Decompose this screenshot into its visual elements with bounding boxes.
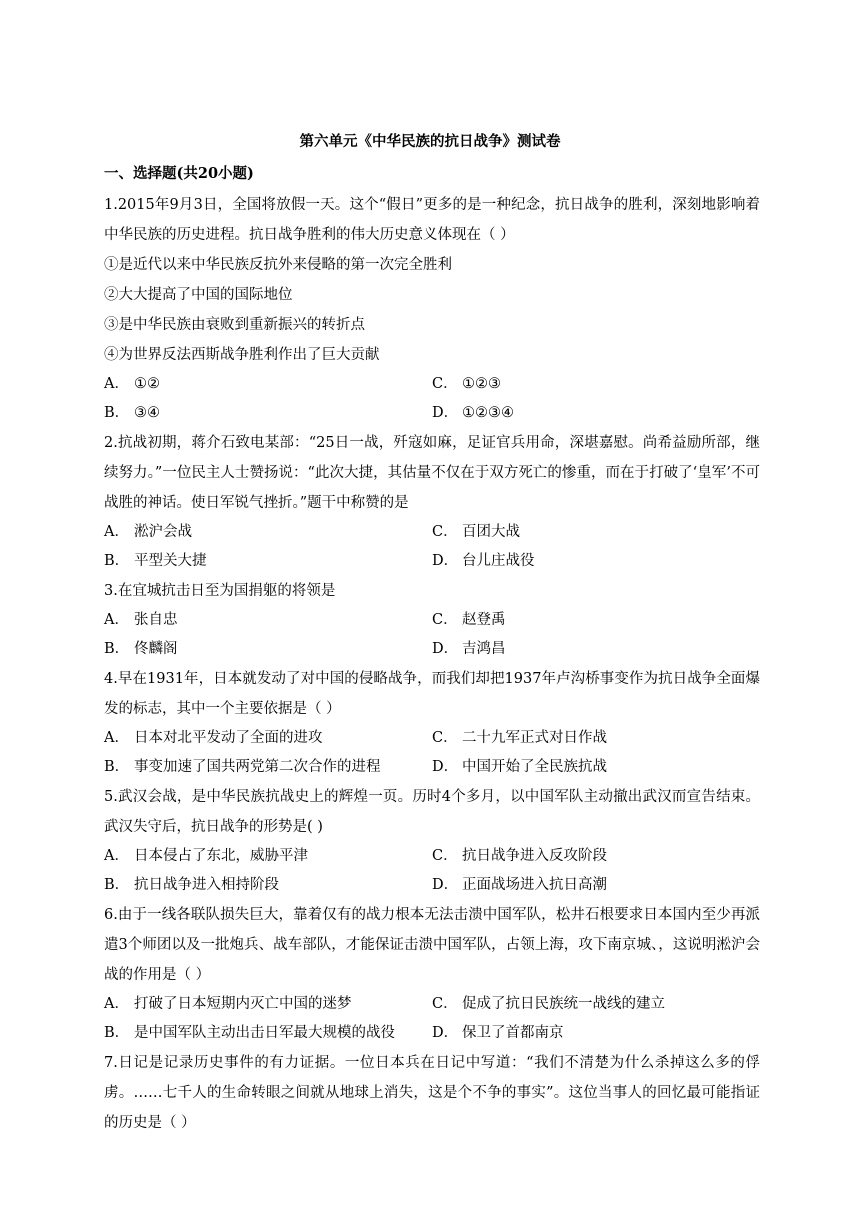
option-text: 赵登禹: [462, 612, 506, 628]
option-text: 打破了日本短期内灭亡中国的迷梦: [134, 996, 352, 1012]
option-text: 台儿庄战役: [462, 553, 535, 569]
option-label: B．: [104, 553, 130, 569]
option-d[interactable]: [432, 1019, 760, 1048]
options-row: [104, 547, 760, 576]
question-7: [104, 1048, 760, 1138]
option-label: D．: [432, 553, 459, 569]
option-b[interactable]: [104, 1019, 432, 1048]
question-stem: 1.2015年9月3日，全国将放假一天。这个“假日”更多的是一种纪念，抗日战争的胜利，深刻地影响着中华民族的历史进程。抗日战争胜利的伟大历史意义体现在（ ）: [104, 197, 760, 243]
question-2: [104, 428, 760, 576]
question-stem: 2.抗战初期，蒋介石致电某部：“25日一战，歼寇如麻，足证官兵用命，深堪嘉慰。尚希益励所部，继续努力。”一位民主人士赞扬说：“此次大捷，其估量不仅在于双方死亡的惨重，而在于打破了‘皇军’不可战胜的神话。使日军锐气挫折。”题干中称赞的是: [104, 435, 760, 511]
options-row: [104, 724, 760, 753]
option-b[interactable]: [104, 547, 432, 576]
option-label: A．: [104, 996, 129, 1012]
options-row: [104, 753, 760, 782]
option-text: ①②③④: [462, 405, 514, 421]
option-text: 抗日战争进入反攻阶段: [462, 848, 607, 864]
option-label: B．: [104, 1025, 130, 1041]
question-3: [104, 576, 760, 664]
options-row: [104, 370, 760, 399]
question-stem: 5.武汉会战，是中华民族抗战史上的辉煌一页。历时4个多月，以中国军队主动撤出武汉而宣告结束。武汉失守后，抗日战争的形势是( ): [104, 789, 760, 835]
option-b[interactable]: [104, 753, 432, 782]
option-a[interactable]: [104, 518, 432, 547]
option-label: B．: [104, 877, 130, 893]
option-label: A．: [104, 848, 129, 864]
option-a[interactable]: [104, 370, 432, 399]
option-text: 抗日战争进入相持阶段: [134, 877, 279, 893]
option-label: B．: [104, 641, 130, 657]
option-b[interactable]: [104, 635, 432, 664]
option-label: D．: [432, 877, 459, 893]
option-b[interactable]: [104, 399, 432, 428]
option-text: ①②③: [462, 376, 501, 392]
option-text: 是中国军队主动出击日军最大规模的战役: [134, 1025, 395, 1041]
option-c[interactable]: [432, 724, 760, 753]
option-b[interactable]: [104, 871, 432, 900]
question-list: [104, 190, 760, 1138]
option-label: A．: [104, 730, 129, 746]
option-a[interactable]: [104, 724, 432, 753]
option-text: 正面战场进入抗日高潮: [462, 877, 607, 893]
question-4: [104, 664, 760, 782]
question-stem: 4.早在1931年，日本就发动了对中国的侵略战争，而我们却把1937年卢沟桥事变作为抗日战争全面爆发的标志，其中一个主要依据是（ ）: [104, 671, 760, 717]
section-heading: 一、选择题(共20小题): [104, 165, 254, 182]
question-stem: 7.日记是记录历史事件的有力证据。一位日本兵在日记中写道：“我们不清楚为什么杀掉这么多的俘虏。……七千人的生命转眼之间就从地球上消失，这是个不争的事实”。这位当事人的回忆最可能指证的历史是（ ）: [104, 1055, 760, 1131]
option-label: C．: [432, 730, 458, 746]
option-label: D．: [432, 641, 459, 657]
statement-item: ④为世界反法西斯战争胜利作出了巨大贡献: [104, 347, 380, 363]
option-label: C．: [432, 996, 458, 1012]
option-label: C．: [432, 612, 458, 628]
options-row: [104, 635, 760, 664]
option-label: B．: [104, 405, 130, 421]
options-row: [104, 990, 760, 1019]
option-text: 促成了抗日民族统一战线的建立: [462, 996, 665, 1012]
option-label: D．: [432, 405, 459, 421]
option-text: 张自忠: [134, 612, 178, 628]
page-title: 第六单元《中华民族的抗日战争》测试卷: [299, 133, 561, 150]
option-text: 日本侵占了东北，威胁平津: [134, 848, 308, 864]
option-label: C．: [432, 524, 458, 540]
question-5: [104, 782, 760, 900]
option-a[interactable]: [104, 842, 432, 871]
question-stem: 6.由于一线各联队损失巨大，靠着仅有的战力根本无法击溃中国军队，松井石根要求日本国内至少再派遣3个师团以及一批炮兵、战车部队，才能保证击溃中国军队，占领上海，攻下南京城、，这说明淞沪会战的作用是（ ）: [104, 907, 760, 983]
option-label: D．: [432, 1025, 459, 1041]
question-1: [104, 190, 760, 428]
option-label: A．: [104, 524, 129, 540]
question-stem: 3.在宜城抗击日至为国捐躯的将领是: [104, 583, 336, 599]
option-text: 淞沪会战: [134, 524, 192, 540]
option-text: 日本对北平发动了全面的进攻: [134, 730, 323, 746]
statement-item: ③是中华民族由衰败到重新振兴的转折点: [104, 317, 365, 333]
option-label: A．: [104, 376, 129, 392]
option-d[interactable]: [432, 635, 760, 664]
options-row: [104, 871, 760, 900]
option-label: A．: [104, 612, 129, 628]
option-text: 二十九军正式对日作战: [462, 730, 607, 746]
statement-item: ②大大提高了中国的国际地位: [104, 287, 293, 303]
options-row: [104, 518, 760, 547]
option-label: B．: [104, 759, 130, 775]
option-label: D．: [432, 759, 459, 775]
option-text: ③④: [134, 405, 160, 421]
option-d[interactable]: [432, 871, 760, 900]
option-text: 佟麟阁: [134, 641, 178, 657]
option-text: 吉鸿昌: [462, 641, 506, 657]
option-d[interactable]: [432, 399, 760, 428]
option-label: C．: [432, 376, 458, 392]
option-c[interactable]: [432, 518, 760, 547]
options-row: [104, 606, 760, 635]
option-c[interactable]: [432, 606, 760, 635]
statement-item: ①是近代以来中华民族反抗外来侵略的第一次完全胜利: [104, 257, 452, 273]
option-text: ①②: [134, 376, 160, 392]
option-text: 保卫了首都南京: [462, 1025, 564, 1041]
option-text: 事变加速了国共两党第二次合作的进程: [134, 759, 381, 775]
option-label: C．: [432, 848, 458, 864]
options-row: [104, 399, 760, 428]
options-row: [104, 842, 760, 871]
option-d[interactable]: [432, 547, 760, 576]
option-text: 百团大战: [462, 524, 520, 540]
option-a[interactable]: [104, 606, 432, 635]
option-a[interactable]: [104, 990, 432, 1019]
option-c[interactable]: [432, 842, 760, 871]
option-c[interactable]: [432, 990, 760, 1019]
option-d[interactable]: [432, 753, 760, 782]
question-6: [104, 900, 760, 1048]
options-row: [104, 1019, 760, 1048]
option-c[interactable]: [432, 370, 760, 399]
option-text: 中国开始了全民族抗战: [462, 759, 607, 775]
option-text: 平型关大捷: [134, 553, 207, 569]
